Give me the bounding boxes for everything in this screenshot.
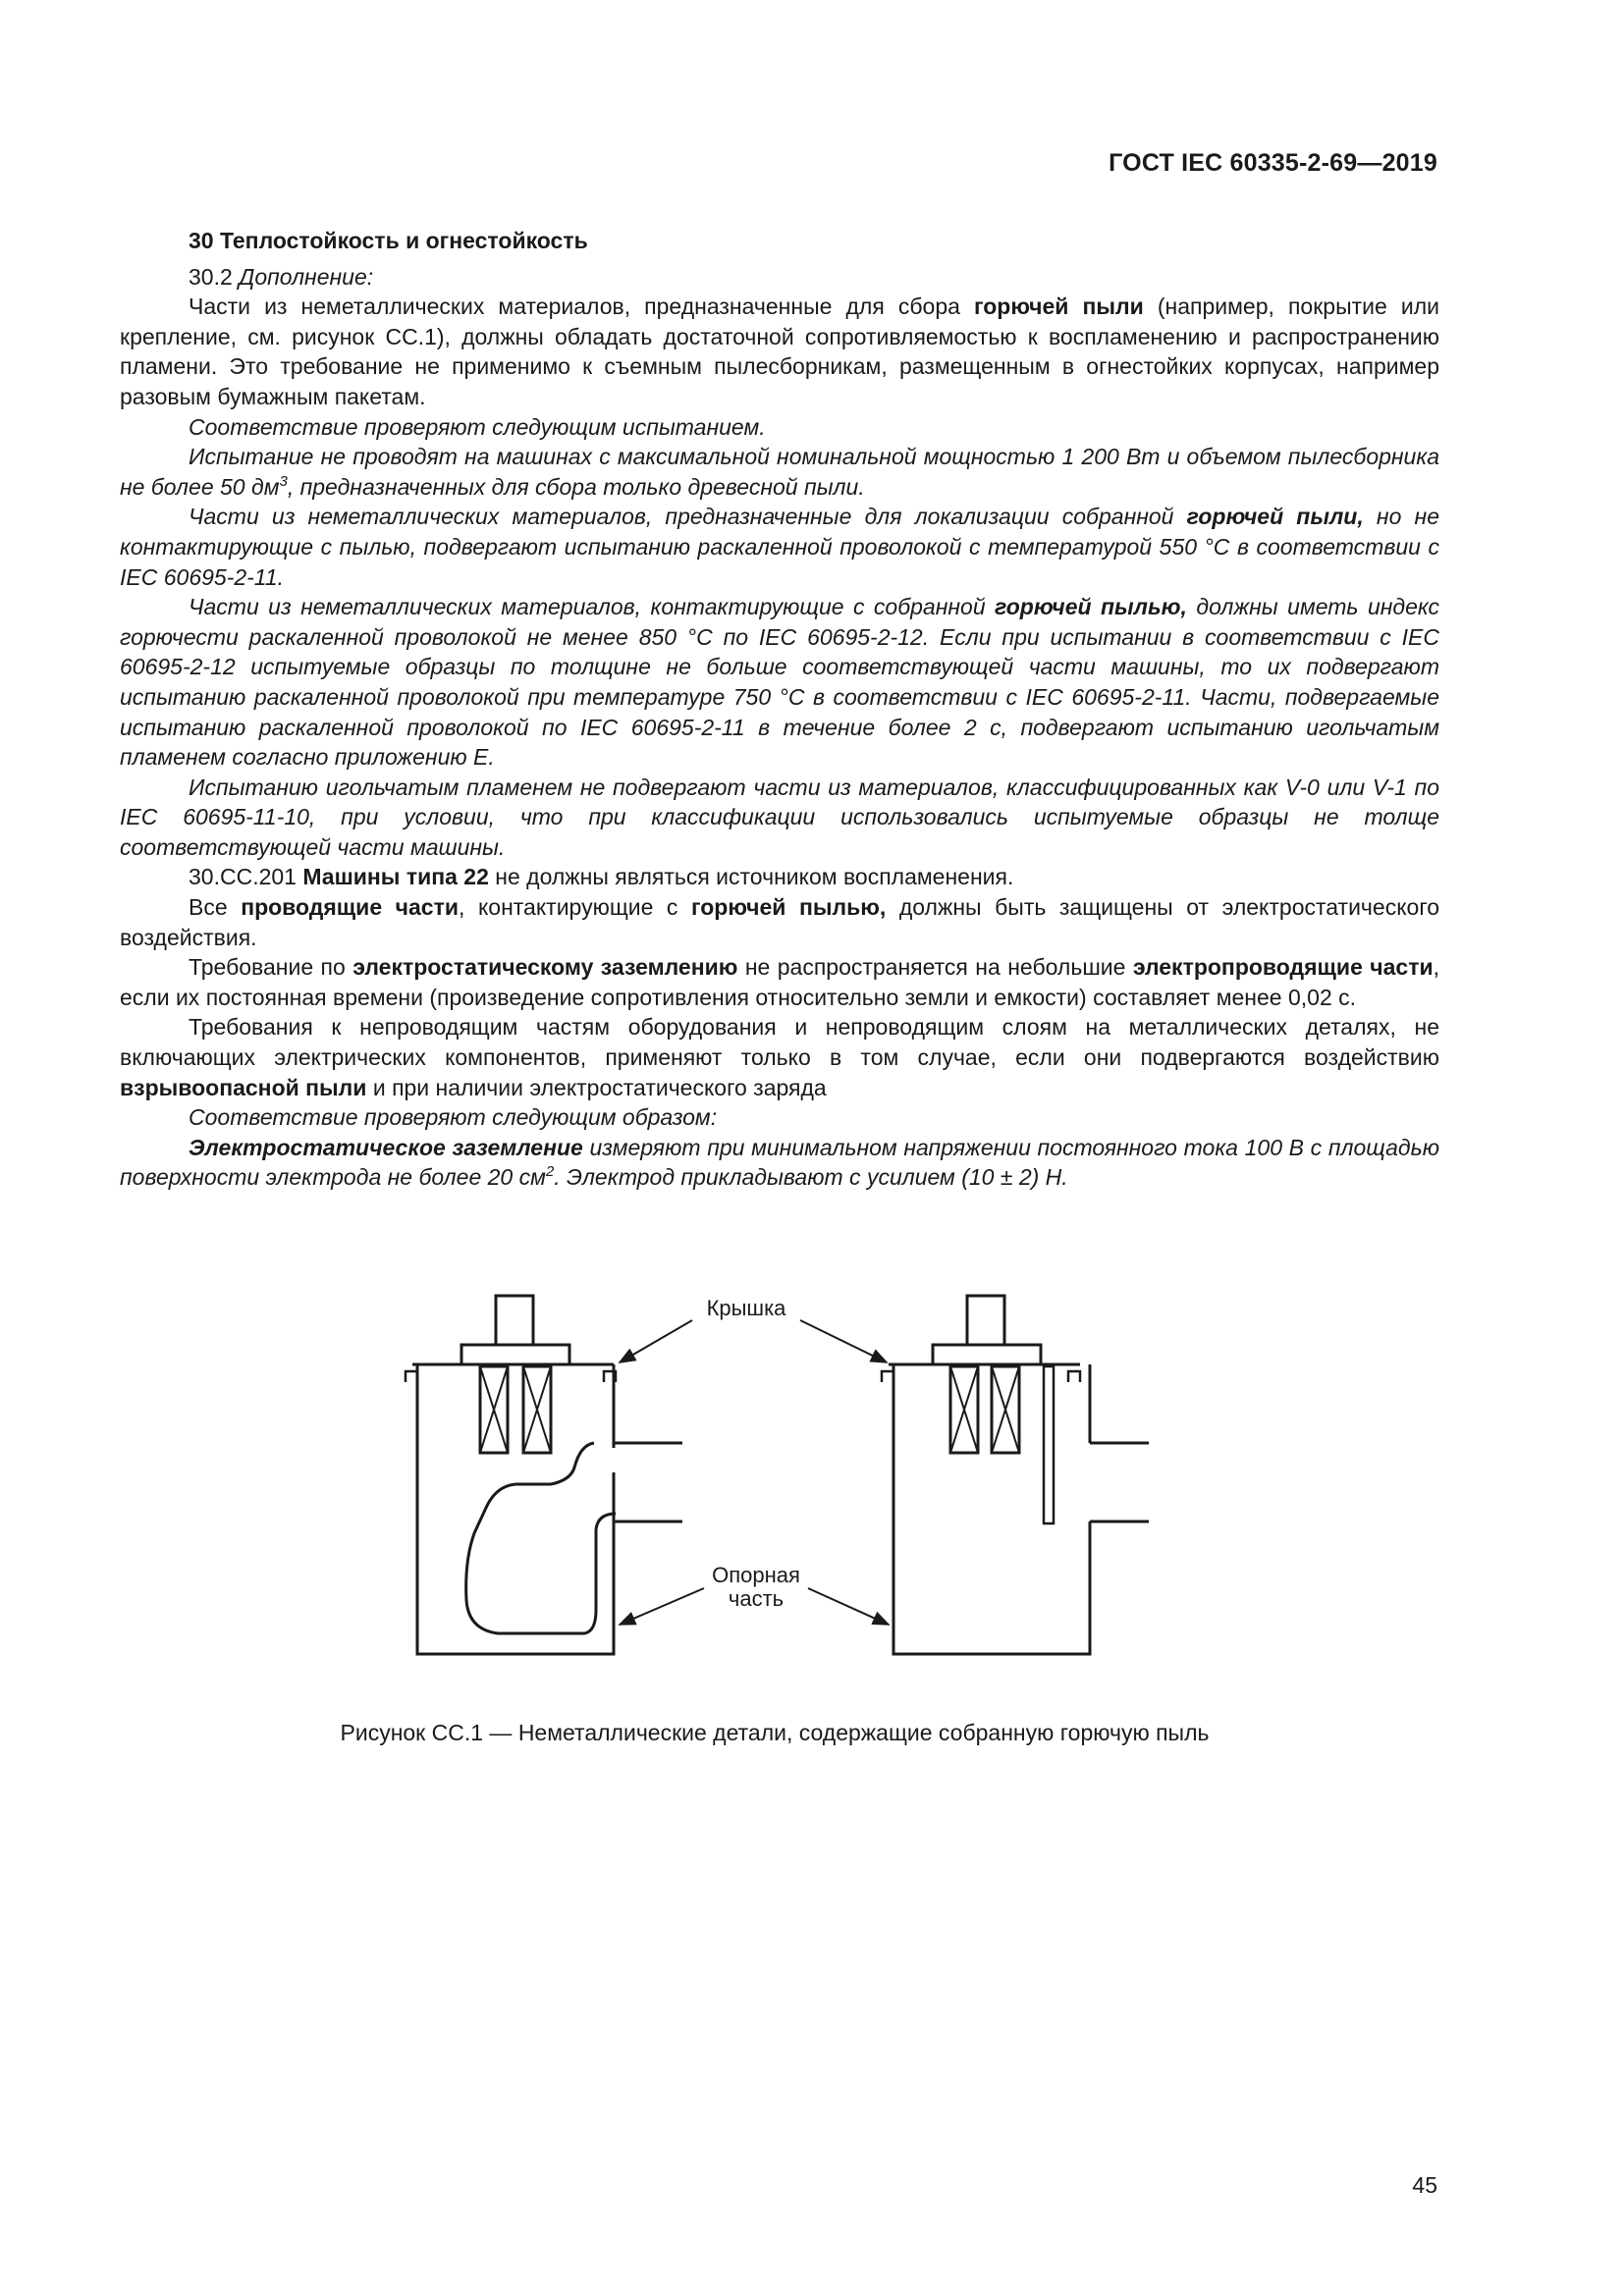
superscript: 3 [279, 472, 288, 490]
paragraph-8 [120, 892, 1439, 952]
leader-lid-right [800, 1320, 887, 1362]
superscript: 2 [545, 1163, 555, 1181]
leader-support-left [620, 1588, 704, 1625]
paragraph-text: Требование по [189, 954, 353, 981]
paragraph-text: Части из неметаллических материалов, предназначенные для локализации собранной [189, 504, 1187, 530]
paragraph-text: Части из неметаллических материалов, предназначенные для сбора [189, 294, 974, 320]
clause-number: 30.СС.201 [189, 864, 297, 890]
label-support-line1: Опорная [712, 1563, 800, 1587]
term-electrostatic-grounding: электростатическому заземлению [352, 954, 738, 981]
term-combustible-dust: горючей пыли [973, 294, 1144, 320]
page-number: 45 [1412, 2172, 1437, 2198]
term-explosive-dust: взрывоопасной пыли [120, 1074, 367, 1100]
leader-lid-left [620, 1320, 692, 1362]
paragraph-text: должны иметь индекс горючести раскаленной проволокой не менее 850 °С по IEC 60695-2-12. Если при испытании в соответствии с IEC 60695-2-12 испытуемые образцы по толщине не больше соответствующей части машины, то их подвергают испытанию раскаленной проволокой при температуре 750 °С в соответствии с IEC 60695-2-11. Части, подвергаемые испытанию раскаленной проволокой по IEC 60695-2-11 в течение более 2 с, подвергают испытанию игольчатым пламенем согласно приложению Е. [120, 594, 1440, 771]
term-conductive-parts: проводящие части [241, 894, 460, 921]
paragraph-text: (например, покрытие или крепление, см. рисунок СС.1), должны обладать достаточной сопротивляемостью к воспламенению и распространению пламени. Это требование не применимо к съемным пылесборникам, размещенным в огнестойких корпусах, например разовым бумажным пакетам. [120, 294, 1439, 409]
paragraph-text: Требования к непроводящим частям оборудования и непроводящим слоям на металлических деталях, не включающих электрических компонентов, применяют только в том случае, если они подвергаются воздействию [120, 1014, 1439, 1071]
section-number: 30 [189, 228, 214, 253]
term-combustible-dust: горючей пыли, [1186, 504, 1364, 530]
paragraph-2: Соответствие проверяют следующим испытанием. [189, 413, 766, 440]
paragraph-3 [120, 442, 1439, 502]
right-container [882, 1296, 1149, 1654]
label-support-line2: часть [728, 1586, 785, 1611]
clause-label: Дополнение: [239, 263, 374, 290]
paragraph-1 [120, 292, 1439, 411]
paragraph-text: должны быть защищены от электростатического воздействия. [120, 894, 1439, 950]
paragraph-text: измеряют при минимальном напряжении постоянного тока 100 В с площадью поверхности электрода не более 20 см [120, 1134, 1440, 1191]
paragraph-12 [120, 1133, 1439, 1193]
label-lid: Крышка [706, 1296, 786, 1320]
paragraph-text: , предназначенных для сбора только древесной пыли. [287, 473, 865, 500]
paragraph-5 [120, 592, 1439, 773]
figure-caption-text: Рисунок СС.1 — Неметаллические детали, содержащие собранную горючую пыль [340, 1720, 1210, 1745]
term-machine-type: Машины типа 22 [302, 864, 489, 890]
leader-support-right [808, 1588, 889, 1625]
paragraph-text: , если их постоянная времени (произведение сопротивления относительно земли и емкости) составляет менее 0,02 с. [120, 954, 1440, 1010]
term-combustible-dust: горючей пылью, [690, 894, 887, 921]
standard-header: ГОСТ IEC 60335-2-69—2019 [1109, 149, 1437, 177]
section-title: Теплостойкость и огнестойкость [219, 228, 588, 253]
paragraph-text: но не контактирующие с пылью, подвергают испытанию раскаленной проволокой с температурой 550 °С в соответствии с IEC 60695-2-11. [120, 504, 1439, 590]
term-combustible-dust: горючей пылью, [995, 594, 1187, 620]
paragraph-text: . Электрод прикладывают с усилием (10 ± 2) Н. [554, 1164, 1068, 1191]
paragraph-text: и при наличии электростатического заряда [366, 1074, 827, 1100]
paragraph-text: не должны являться источником воспламенения. [488, 864, 1014, 890]
paragraph-text: Испытание не проводят на машинах с максимальной номинальной мощностью 1 200 Вт и объемом пылесборника не более 50 дм [120, 444, 1439, 500]
paragraph-text: Части из неметаллических материалов, контактирующие с собранной [189, 594, 996, 620]
clause-30-2 [120, 262, 1439, 293]
paragraph-10 [120, 1012, 1439, 1102]
paragraph-11: Соответствие проверяют следующим образом: [189, 1104, 718, 1131]
paragraph-text: Все [189, 894, 242, 921]
figure-cc1 [388, 1276, 1173, 1669]
paragraph-text: , контактирующие с [459, 894, 691, 921]
paragraph-text: не распространяется на небольшие [737, 954, 1133, 981]
paragraph-6: Испытанию игольчатым пламенем не подвергают части из материалов, классифицированных как V-0 или V-1 по IEC 60695-11-10, при условии, что при классификации использовались испытуемые образцы не толще соответствующей части машины. [120, 774, 1439, 860]
document-body [120, 226, 1439, 1193]
term-conductive-parts: электропроводящие части [1132, 954, 1434, 981]
paragraph-9 [120, 952, 1439, 1012]
clause-number: 30.2 [189, 263, 233, 290]
paragraph-4 [120, 502, 1439, 592]
term-electrostatic-grounding: Электростатическое заземление [189, 1134, 583, 1160]
section-heading [120, 226, 1439, 256]
figure-caption [0, 1720, 1624, 1746]
figure-drawing [388, 1276, 1173, 1669]
paragraph-7 [120, 862, 1439, 892]
